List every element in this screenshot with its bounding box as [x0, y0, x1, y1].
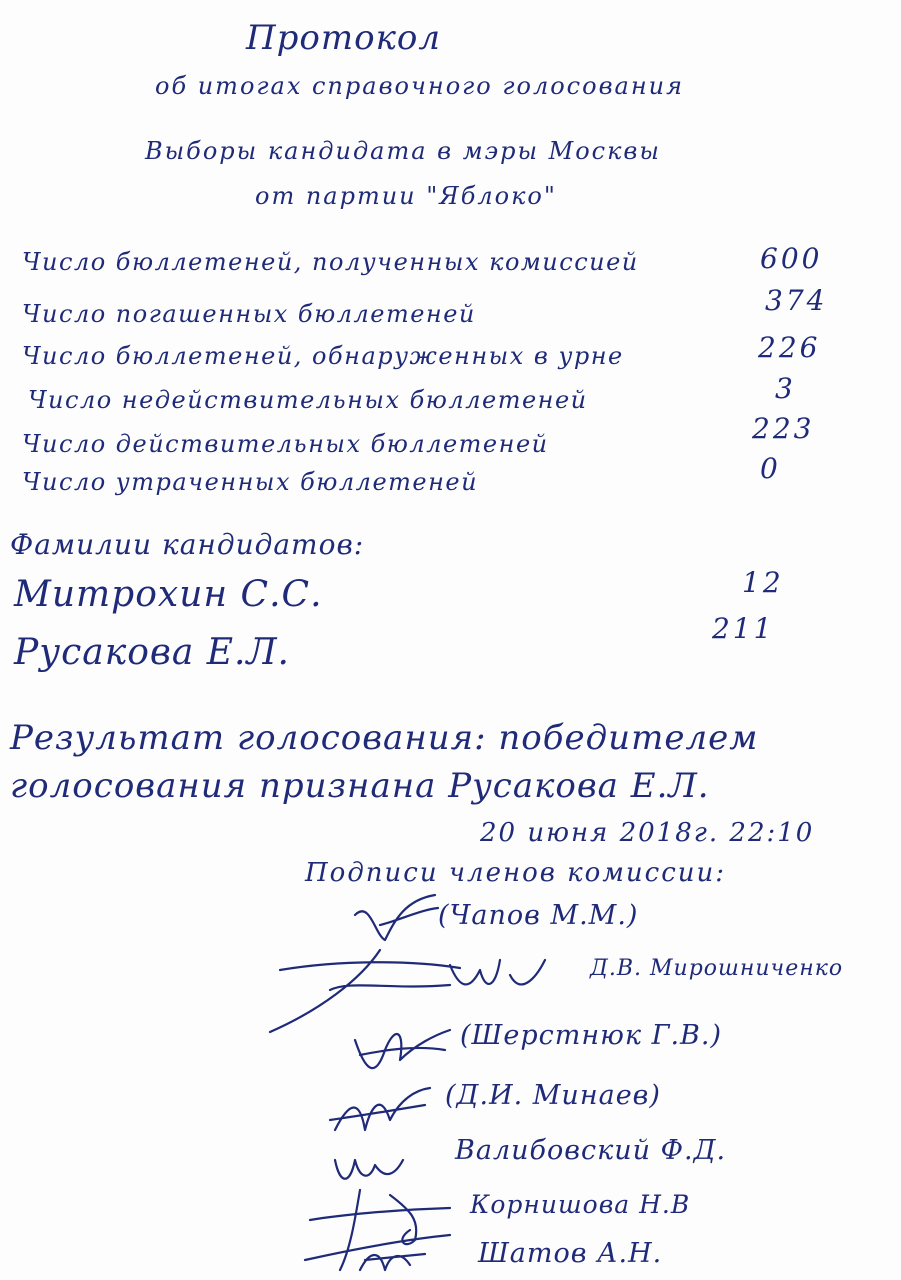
count-value-invalid: 3	[775, 372, 796, 405]
count-label-in-urn: Число бюллетеней, обнаруженных в урне	[22, 342, 624, 370]
count-label-valid: Число действительных бюллетеней	[22, 430, 549, 458]
count-label-received: Число бюллетеней, полученных комиссией	[22, 248, 639, 276]
count-value-received: 600	[760, 242, 823, 275]
document-title: Протокол	[246, 18, 442, 58]
count-value-valid: 223	[752, 412, 815, 445]
count-value-lost: 0	[760, 452, 781, 485]
candidate-votes-rusakova: 211	[712, 612, 775, 645]
signer-name-4: (Д.И. Минаев)	[445, 1080, 661, 1111]
count-value-in-urn: 226	[758, 331, 821, 364]
candidate-votes-mitrokhin: 12	[742, 566, 784, 599]
signature-scribble-7	[350, 1240, 430, 1278]
signer-name-6: Корнишова Н.В	[470, 1190, 691, 1219]
signer-name-3: (Шерстнюк Г.В.)	[460, 1020, 723, 1051]
count-label-lost: Число утраченных бюллетеней	[22, 468, 479, 496]
election-line-2: от партии "Яблоко"	[255, 182, 557, 210]
election-line-1: Выборы кандидата в мэры Москвы	[145, 137, 661, 165]
count-label-cancelled: Число погашенных бюллетеней	[22, 300, 476, 328]
count-label-invalid: Число недействительных бюллетеней	[28, 386, 588, 414]
signer-name-5: Валибовский Ф.Д.	[455, 1135, 727, 1166]
candidate-name-mitrokhin: Митрохин С.С.	[14, 574, 323, 615]
candidate-name-rusakova: Русакова Е.Л.	[14, 632, 290, 673]
signature-scribble-3	[345, 1010, 455, 1090]
count-value-cancelled: 374	[765, 284, 828, 317]
document-subtitle: об итогах справочного голосования	[155, 72, 685, 100]
signer-name-1: (Чапов М.М.)	[438, 900, 639, 931]
signatures-heading: Подписи членов комиссии:	[305, 858, 727, 888]
candidates-heading: Фамилии кандидатов:	[10, 528, 365, 561]
result-line-2: голосования признана Русакова Е.Л.	[10, 766, 710, 806]
signer-name-7: Шатов А.Н.	[478, 1238, 663, 1269]
result-line-1: Результат голосования: победителем	[10, 718, 759, 758]
protocol-date: 20 июня 2018г. 22:10	[480, 818, 815, 848]
signer-name-2: Д.В. Мирошниченко	[590, 956, 844, 981]
